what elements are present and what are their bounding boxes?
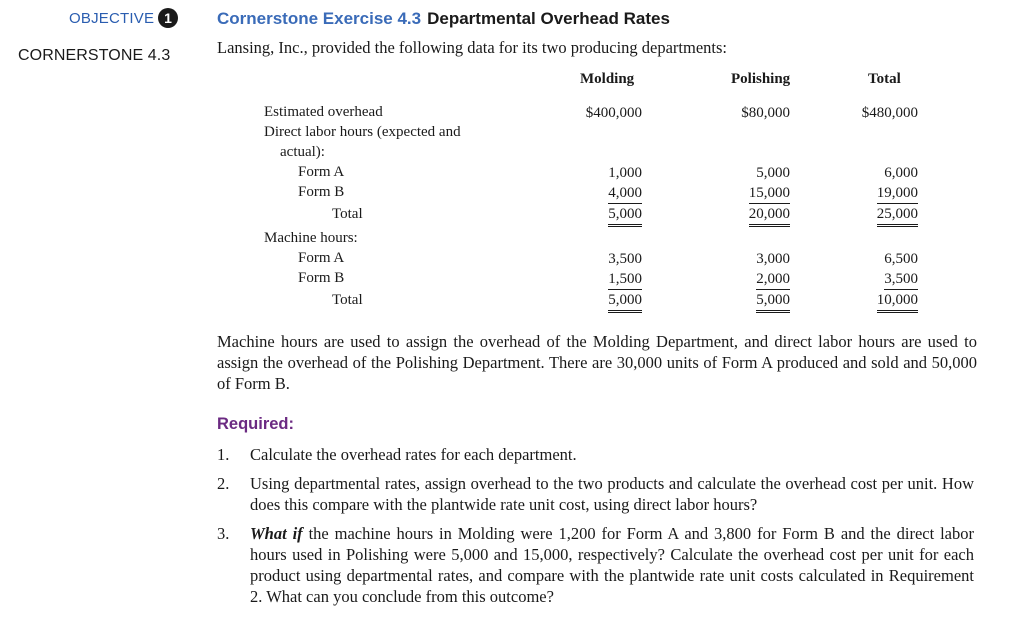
mh-row-label-form-a: Form A <box>298 250 345 266</box>
mh-cell-form-a-total: 6,500 <box>884 251 918 267</box>
column-header-molding: Molding <box>580 71 635 87</box>
mh-cell-form-a-polishing: 3,000 <box>756 251 790 267</box>
exercise-label: Cornerstone Exercise 4.3 <box>217 9 422 28</box>
cell-overhead-polishing: $80,000 <box>741 105 790 121</box>
mh-cell-form-a-molding: 3,500 <box>608 251 642 267</box>
required-heading: Required: <box>217 415 295 433</box>
mh-cell-form-b-total: 3,500 <box>884 270 918 290</box>
dlh-cell-form-b-molding: 4,000 <box>608 184 642 204</box>
dlh-cell-form-b-polishing: 15,000 <box>749 184 790 204</box>
mh-cell-form-b-polishing: 2,000 <box>756 270 790 290</box>
question-2-number: 2. <box>217 474 230 493</box>
mh-heading: Machine hours: <box>264 230 358 246</box>
question-1-number: 1. <box>217 445 230 464</box>
dlh-cell-total-total: 25,000 <box>877 205 918 227</box>
mh-cell-total-total: 10,000 <box>877 291 918 313</box>
dlh-row-label-total: Total <box>332 206 363 222</box>
dlh-cell-form-a-molding: 1,000 <box>608 165 642 181</box>
question-3-number: 3. <box>217 524 230 543</box>
objective-text: OBJECTIVE <box>69 9 155 27</box>
dlh-cell-form-a-total: 6,000 <box>884 165 918 181</box>
dlh-cell-form-a-polishing: 5,000 <box>756 165 790 181</box>
dlh-cell-total-polishing: 20,000 <box>749 205 790 227</box>
mh-cell-total-polishing: 5,000 <box>756 291 790 313</box>
dlh-row-label-form-a: Form A <box>298 164 345 180</box>
objective-number-badge: 1 <box>158 8 178 28</box>
mh-row-label-total: Total <box>332 292 363 308</box>
objective-label <box>69 8 178 28</box>
column-header-polishing: Polishing <box>731 71 791 87</box>
dlh-cell-form-b-total: 19,000 <box>877 184 918 204</box>
exercise-intro: Lansing, Inc., provided the following data for its two producing departments: <box>217 38 728 57</box>
exercise-name: Departmental Overhead Rates <box>427 9 670 28</box>
cell-overhead-molding: $400,000 <box>585 105 642 121</box>
cell-overhead-total: $480,000 <box>861 105 918 121</box>
row-label-estimated-overhead: Estimated overhead <box>264 104 383 120</box>
dlh-row-label-form-b: Form B <box>298 184 345 200</box>
description-paragraph: Machine hours are used to assign the overhead of the Molding Department, and direct labor hours are used to assign the overhead of the Polishing Department. There are 30,000 units of Form A produced and sold and 50,000 of Form B. <box>217 332 977 393</box>
question-2-text: Using departmental rates, assign overhead to the two products and calculate the overhead cost per unit. How does this compare with the plantwide rate unit cost, using direct labor hours? <box>250 474 974 514</box>
question-1-text: Calculate the overhead rates for each department. <box>250 445 577 464</box>
dlh-heading-line1: Direct labor hours (expected and <box>264 124 461 140</box>
dlh-cell-total-molding: 5,000 <box>608 205 642 227</box>
mh-cell-total-molding: 5,000 <box>608 291 642 313</box>
mh-row-label-form-b: Form B <box>298 270 345 286</box>
mh-cell-form-b-molding: 1,500 <box>608 270 642 290</box>
cornerstone-label: CORNERSTONE 4.3 <box>18 47 171 64</box>
question-3-text <box>250 523 974 607</box>
question-3-emphasis: What if <box>250 524 303 543</box>
dlh-heading-line2: actual): <box>280 144 325 160</box>
column-header-total: Total <box>868 71 901 87</box>
question-3-body: the machine hours in Molding were 1,200 for Form A and 3,800 for Form B and the direct labor hours used in Polishing were 5,000 and 15,000, respectively? Calculate the overhead cost per unit for each product using departmental rates, and compare with the plantwide rate unit costs calculated in Requirement 2. What can you conclude from this outcome? <box>250 524 974 606</box>
exercise-title <box>217 9 670 29</box>
